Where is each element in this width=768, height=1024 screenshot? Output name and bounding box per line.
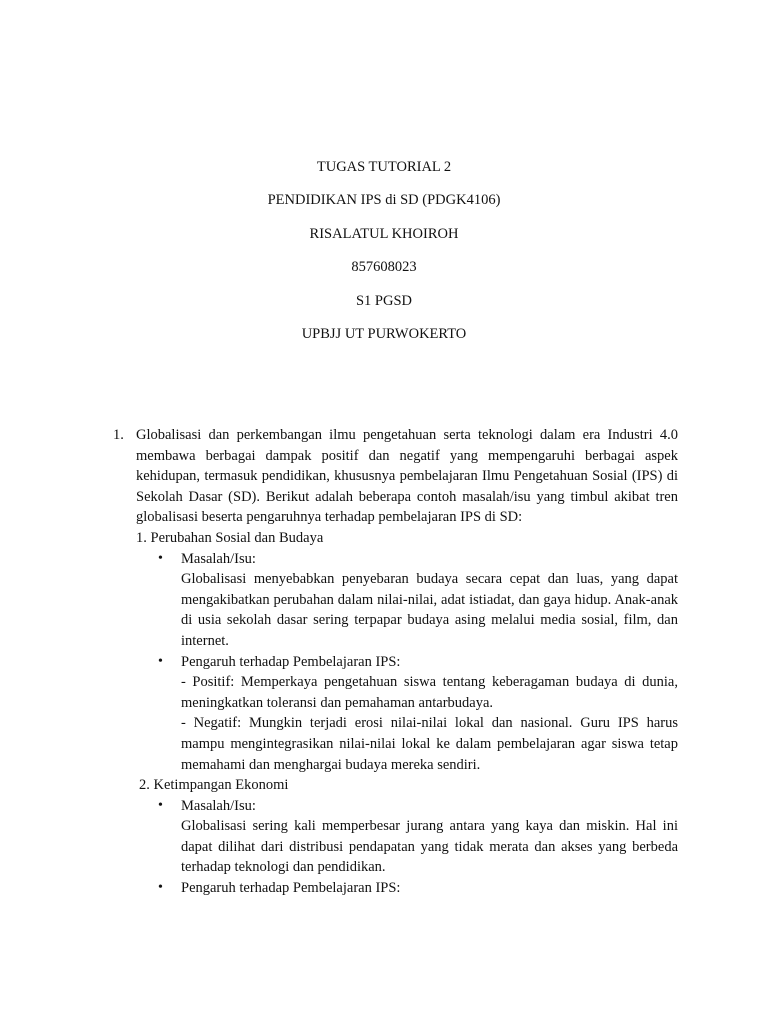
- negative-effect: - Negatif: Mungkin terjadi erosi nilai-nilai lokal dan nasional. Guru IPS harus mampu mengintegrasikan nilai-nilai lokal ke dalam pembelajaran agar siswa tetap memahami dan menghargai budaya mereka sendiri.: [181, 715, 678, 773]
- effect-label: Pengaruh terhadap Pembelajaran IPS:: [181, 653, 401, 670]
- issue-label: Masalah/Isu:: [181, 797, 256, 814]
- question-intro: Globalisasi dan perkembangan ilmu pengetahuan serta teknologi dalam era Industri 4.0 membawa berbagai dampak positif dan negatif yang mempengaruhi berbagai aspek kehidupan, termasuk pendidikan, khususnya pembelajaran Ilmu Pengetahuan Sosial (IPS) di Sekolah Dasar (SD). Berikut adalah beberapa contoh masalah/isu yang timbul akibat tren globalisasi beserta pengaruhnya terhadap pembelajaran IPS di SD:: [136, 427, 678, 526]
- issue-label: Masalah/Isu:: [181, 550, 256, 567]
- bullet-icon: •: [158, 880, 163, 896]
- positive-effect: - Positif: Memperkaya pengetahuan siswa tentang keberagaman budaya di dunia, meningkatkan toleransi dan pemahaman antarbudaya.: [181, 674, 678, 711]
- list-item: [136, 878, 678, 899]
- study-program: S1 PGSD: [355, 292, 412, 309]
- list-item: [136, 652, 678, 776]
- bullet-list: [136, 796, 678, 899]
- course-name: PENDIDIKAN IPS di SD (PDGK4106): [267, 192, 501, 209]
- list-item: [136, 796, 678, 878]
- assignment-title: TUGAS TUTORIAL 2: [316, 159, 452, 175]
- student-id: 857608023: [351, 259, 417, 276]
- issue-text: Globalisasi sering kali memperbesar jurang antara yang kaya dan miskin. Hal ini dapat dilihat dari distribusi pendapatan yang tidak merata dan akses yang berbeda terhadap teknologi dan pendidikan.: [181, 818, 678, 876]
- university-branch: UPBJJ UT PURWOKERTO: [301, 325, 467, 342]
- section-heading: 2. Ketimpangan Ekonomi: [139, 777, 289, 794]
- effect-label: Pengaruh terhadap Pembelajaran IPS:: [181, 880, 401, 897]
- answer-content: [113, 425, 678, 899]
- issue-text: Globalisasi menyebabkan penyebaran budaya secara cepat dan luas, yang dapat mengakibatkan perubahan dalam nilai-nilai, adat istiadat, dan gaya hidup. Anak-anak di usia sekolah dasar sering terpapar budaya asing melalui media sosial, film, dan internet.: [181, 571, 678, 649]
- bullet-icon: •: [158, 797, 163, 813]
- bullet-icon: •: [158, 550, 163, 566]
- document-header: [0, 156, 768, 356]
- student-name: RISALATUL KHOIROH: [309, 225, 459, 242]
- bullet-icon: •: [158, 653, 163, 669]
- list-item: [136, 549, 678, 652]
- bullet-list: [136, 549, 678, 776]
- section-heading: 1. Perubahan Sosial dan Budaya: [136, 529, 324, 546]
- question-number: 1.: [113, 427, 124, 443]
- question-item: [113, 425, 678, 899]
